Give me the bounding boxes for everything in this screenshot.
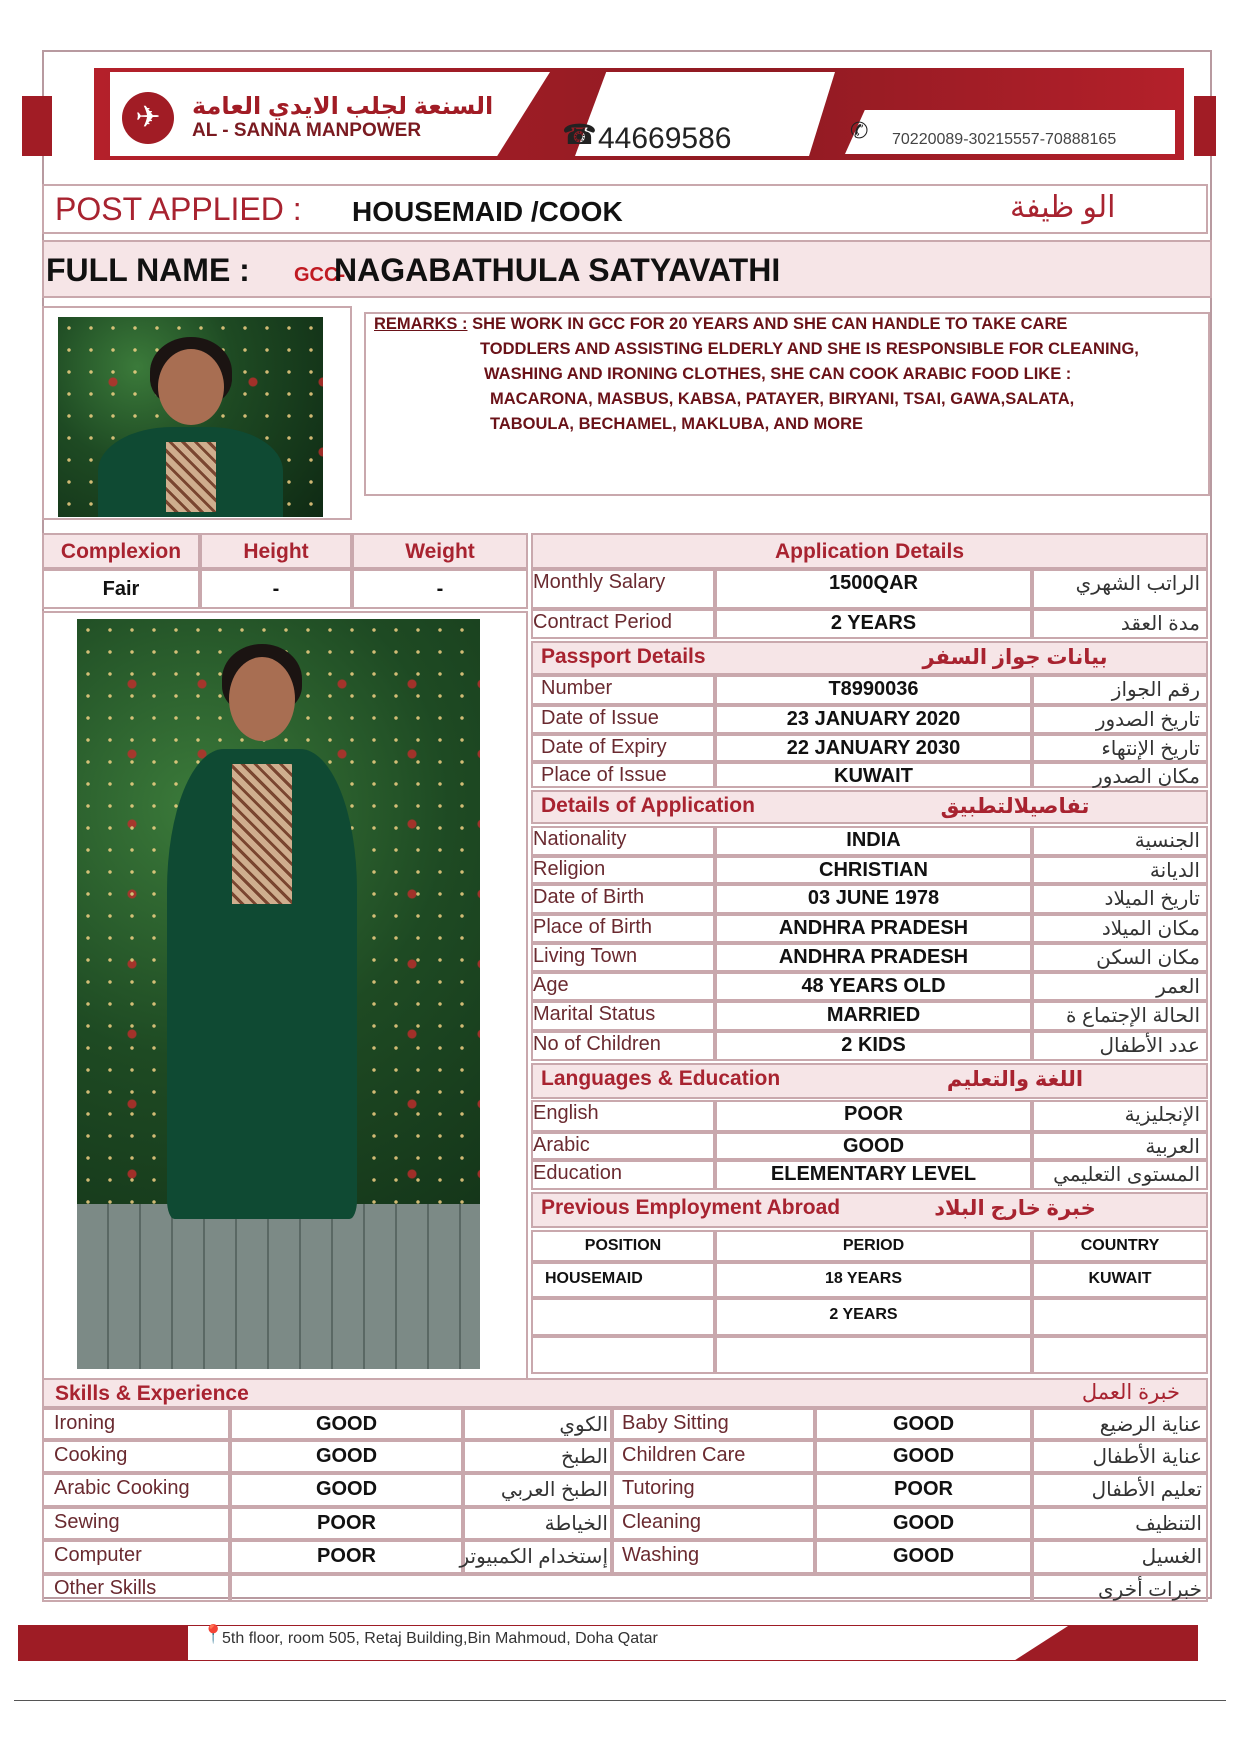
remarks-line: MACARONA, MASBUS, KABSA, PATAYER, BIRYANI, TSAI, GAWA,SALATA, bbox=[490, 390, 1075, 408]
monthly-salary-value: 1500QAR bbox=[829, 572, 918, 594]
remarks-line: TODDLERS AND ASSISTING ELDERLY AND SHE IS RESPONSIBLE FOR CLEANING, bbox=[480, 340, 1139, 358]
no-of-children-label-arabic: عدد الأطفال bbox=[1099, 1035, 1200, 1057]
weight-header: Weight bbox=[405, 540, 475, 563]
english-label-arabic: الإنجليزية bbox=[1124, 1104, 1200, 1126]
candidate-photo-full bbox=[77, 619, 480, 1369]
date-of-issue-value: 23 JANUARY 2020 bbox=[786, 708, 961, 730]
place-of-birth-label: Place of Birth bbox=[533, 916, 652, 938]
mobile-numbers: 70220089-30215557-70888165 bbox=[892, 131, 1117, 148]
remarks-line: WASHING AND IRONING CLOTHES, SHE CAN COOK ARABIC FOOD LIKE : bbox=[484, 365, 1072, 383]
skill-left-value: GOOD bbox=[315, 1478, 378, 1500]
skills-title: Skills & Experience bbox=[55, 1382, 249, 1405]
post-applied-label: POST APPLIED : bbox=[55, 191, 302, 227]
skill-right-value: GOOD bbox=[892, 1413, 955, 1435]
skills-title-arabic: خبرة العمل bbox=[1081, 1381, 1180, 1404]
skill-left-value: GOOD bbox=[315, 1413, 378, 1435]
employment-row-period: 18 YEARS bbox=[824, 1270, 903, 1287]
skill-left-label: Computer bbox=[54, 1544, 142, 1566]
footer-address: 5th floor, room 505, Retaj Building,Bin Mahmoud, Doha Qatar bbox=[222, 1630, 658, 1647]
remarks-text bbox=[374, 312, 1194, 437]
remarks-label: REMARKS : bbox=[374, 315, 468, 333]
banner-left-accent bbox=[22, 96, 52, 156]
arabic-value: GOOD bbox=[842, 1135, 905, 1157]
living-town-label-arabic: مكان السكن bbox=[1096, 947, 1200, 969]
date-of-birth-label-arabic: تاريخ الميلاد bbox=[1104, 888, 1200, 910]
skill-right-value: GOOD bbox=[892, 1545, 955, 1567]
skill-left-arabic: إستخدام الكمبيوتر bbox=[459, 1546, 608, 1568]
living-town-label: Living Town bbox=[533, 945, 638, 967]
nationality-label: Nationality bbox=[533, 828, 627, 850]
date-of-birth-label: Date of Birth bbox=[533, 886, 645, 908]
previous-employment-title-arabic: خبرة خارج البلاد bbox=[934, 1197, 1096, 1220]
date-of-birth-value: 03 JUNE 1978 bbox=[807, 887, 940, 909]
place-of-issue-value: KUWAIT bbox=[834, 765, 913, 787]
complexion-header: Complexion bbox=[60, 540, 182, 563]
living-town-value: ANDHRA PRADESH bbox=[778, 946, 969, 968]
employment-period-header: PERIOD bbox=[842, 1237, 905, 1254]
employment-row-period: 2 YEARS bbox=[829, 1306, 898, 1323]
languages-education-title-arabic: اللغة والتعليم bbox=[946, 1068, 1084, 1091]
skill-right-arabic: عناية الأطفال bbox=[1092, 1446, 1202, 1468]
mobile-icon: ✆ bbox=[850, 118, 869, 143]
skill-left-arabic: الخياطة bbox=[544, 1513, 608, 1535]
skill-right-value: POOR bbox=[894, 1478, 953, 1500]
skill-left-label: Cooking bbox=[54, 1444, 128, 1466]
date-of-issue-label-arabic: تاريخ الصدور bbox=[1095, 709, 1200, 731]
date-of-expiry-label-arabic: تاريخ الإنتهاء bbox=[1101, 738, 1200, 760]
remarks-line: SHE WORK IN GCC FOR 20 YEARS AND SHE CAN HANDLE TO TAKE CARE bbox=[472, 315, 1068, 333]
previous-employment-title: Previous Employment Abroad bbox=[541, 1196, 841, 1219]
employment-row-country-cell bbox=[1032, 1336, 1208, 1374]
skill-right-label: Children Care bbox=[622, 1444, 746, 1466]
skill-right-label: Washing bbox=[622, 1544, 700, 1566]
employment-position-header: POSITION bbox=[584, 1237, 662, 1254]
skill-right-label: Tutoring bbox=[622, 1477, 695, 1499]
date-of-expiry-value: 22 JANUARY 2030 bbox=[786, 737, 961, 759]
phone-number: 44669586 bbox=[598, 122, 732, 155]
phone-icon: ☎ bbox=[562, 119, 597, 150]
date-of-issue-label: Date of Issue bbox=[541, 707, 659, 729]
religion-label-arabic: الديانة bbox=[1149, 860, 1200, 882]
full-name-value: NAGABATHULA SATYAVATHI bbox=[334, 252, 781, 288]
height-header: Height bbox=[243, 540, 309, 563]
company-name-arabic: السنعة لجلب الايدي العامة bbox=[192, 93, 494, 120]
other-skills-value-cell bbox=[230, 1574, 1032, 1602]
place-of-issue-label: Place of Issue bbox=[541, 764, 667, 786]
height-value: - bbox=[272, 578, 280, 600]
other-skills-label: Other Skills bbox=[54, 1577, 157, 1599]
place-of-birth-value: ANDHRA PRADESH bbox=[778, 917, 969, 939]
skill-right-arabic: تعليم الأطفال bbox=[1091, 1479, 1202, 1501]
passport-details-title-arabic: بيانات جواز السفر bbox=[922, 646, 1108, 669]
skill-left-value: GOOD bbox=[315, 1445, 378, 1467]
contract-period-label: Contract Period bbox=[533, 611, 672, 633]
employment-country-header: COUNTRY bbox=[1080, 1237, 1160, 1254]
details-of-application-title: Details of Application bbox=[541, 794, 755, 817]
full-name-label: FULL NAME : bbox=[46, 252, 250, 288]
employment-row-position: HOUSEMAID bbox=[545, 1270, 643, 1287]
education-value: ELEMENTARY LEVEL bbox=[770, 1163, 977, 1185]
place-of-issue-label-arabic: مكان الصدور bbox=[1093, 766, 1200, 788]
banner-right-accent bbox=[1194, 96, 1216, 156]
passport-number-label: Number bbox=[541, 677, 613, 699]
employment-row-period-cell bbox=[715, 1336, 1032, 1374]
skill-right-arabic: عناية الرضيع bbox=[1099, 1414, 1202, 1436]
skill-left-label: Ironing bbox=[54, 1412, 116, 1434]
employment-row-country: KUWAIT bbox=[1088, 1270, 1152, 1287]
religion-value: CHRISTIAN bbox=[819, 859, 928, 881]
company-name: AL - SANNA MANPOWER bbox=[192, 120, 422, 141]
age-label: Age bbox=[533, 974, 569, 996]
passport-details-title: Passport Details bbox=[541, 645, 706, 668]
post-applied-label-arabic: الو ظيفة bbox=[1010, 191, 1116, 224]
location-pin-icon: 📍 bbox=[202, 1624, 225, 1644]
details-of-application-title-arabic: تفاصيلالتطبيق bbox=[940, 795, 1090, 818]
marital-status-label-arabic: الحالة الإجتماع ة bbox=[1065, 1005, 1200, 1027]
employment-row-country-cell bbox=[1032, 1298, 1208, 1336]
contract-period-value: 2 YEARS bbox=[830, 612, 917, 634]
languages-education-title: Languages & Education bbox=[541, 1067, 781, 1090]
complexion-value: Fair bbox=[102, 578, 140, 600]
skill-right-arabic: الغسيل bbox=[1141, 1546, 1202, 1568]
no-of-children-label: No of Children bbox=[533, 1033, 661, 1055]
age-label-arabic: العمر bbox=[1156, 976, 1200, 998]
age-value: 48 YEARS OLD bbox=[801, 975, 946, 997]
arabic-label: Arabic bbox=[533, 1134, 590, 1156]
skill-right-arabic: التنظيف bbox=[1135, 1513, 1202, 1535]
skill-left-label: Arabic Cooking bbox=[54, 1477, 190, 1499]
skill-left-value: POOR bbox=[317, 1512, 376, 1534]
religion-label: Religion bbox=[533, 858, 606, 880]
nationality-label-arabic: الجنسية bbox=[1134, 830, 1200, 852]
skill-left-arabic: الطبخ bbox=[560, 1446, 608, 1468]
skill-left-arabic: الكوي bbox=[559, 1414, 608, 1436]
date-of-expiry-label: Date of Expiry bbox=[541, 736, 667, 758]
education-label: Education bbox=[533, 1162, 622, 1184]
place-of-birth-label-arabic: مكان الميلاد bbox=[1101, 918, 1200, 940]
skill-left-label: Sewing bbox=[54, 1511, 120, 1533]
employment-row-position-cell bbox=[531, 1336, 715, 1374]
skill-right-value: GOOD bbox=[892, 1445, 955, 1467]
remarks-line: TABOULA, BECHAMEL, MAKLUBA, AND MORE bbox=[490, 415, 864, 433]
skill-left-value: POOR bbox=[317, 1545, 376, 1567]
other-skills-arabic: خبرات أخرى bbox=[1098, 1579, 1202, 1601]
nationality-value: INDIA bbox=[846, 829, 901, 851]
no-of-children-value: 2 KIDS bbox=[841, 1034, 906, 1056]
english-label: English bbox=[533, 1102, 599, 1124]
arabic-label-arabic: العربية bbox=[1145, 1136, 1200, 1158]
globe-icon: ✈ bbox=[122, 92, 174, 144]
candidate-photo-small bbox=[58, 317, 323, 517]
monthly-salary-label: Monthly Salary bbox=[533, 571, 666, 593]
page-bottom-rule bbox=[14, 1700, 1226, 1701]
gcc-prefix: GCC- bbox=[294, 264, 346, 286]
education-label-arabic: المستوى التعليمي bbox=[1053, 1164, 1200, 1186]
marital-status-label: Marital Status bbox=[533, 1003, 656, 1025]
skill-left-arabic: الطبخ العربي bbox=[500, 1479, 608, 1501]
application-title: Application Details bbox=[774, 540, 965, 563]
post-applied-value: HOUSEMAID /COOK bbox=[352, 196, 623, 227]
skill-right-label: Baby Sitting bbox=[622, 1412, 729, 1434]
skill-right-label: Cleaning bbox=[622, 1511, 701, 1533]
marital-status-value: MARRIED bbox=[826, 1004, 921, 1026]
passport-number-label-arabic: رقم الجواز bbox=[1111, 679, 1200, 701]
employment-row-position-cell bbox=[531, 1298, 715, 1336]
passport-number-value: T8990036 bbox=[828, 678, 919, 700]
skill-right-value: GOOD bbox=[892, 1512, 955, 1534]
weight-value: - bbox=[436, 578, 444, 600]
english-value: POOR bbox=[844, 1103, 903, 1125]
contract-period-label-arabic: مدة العقد bbox=[1120, 613, 1200, 635]
monthly-salary-label-arabic: الراتب الشهري bbox=[1075, 573, 1200, 595]
